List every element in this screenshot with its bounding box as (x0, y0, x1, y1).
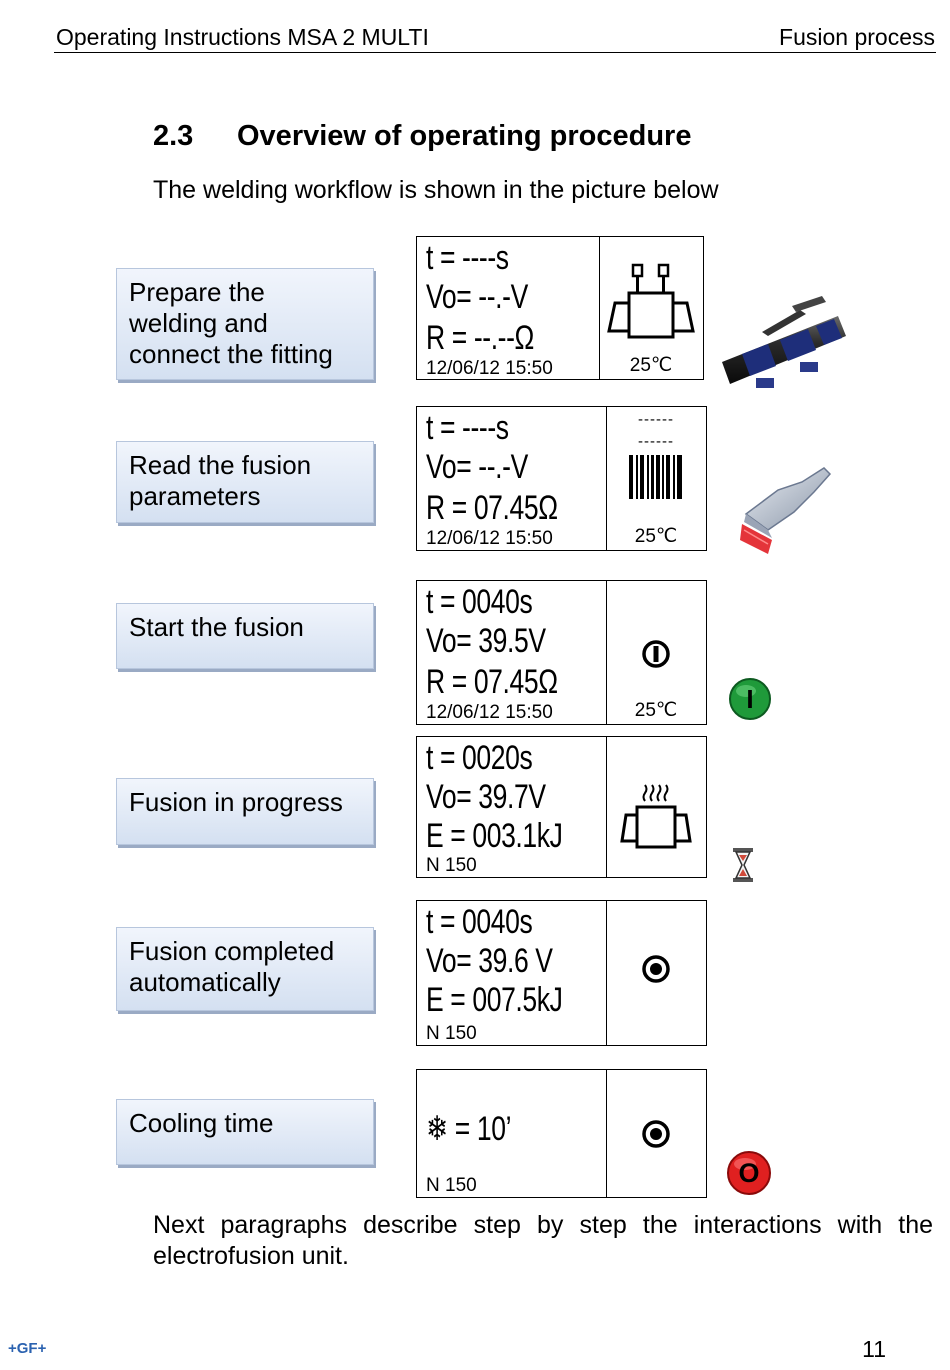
lcd-counter: N 150 (426, 1023, 477, 1044)
lcd-resistance: R = 07.45Ω (426, 663, 558, 701)
lcd-voltage: Vo= 39.5V (426, 622, 546, 660)
heating-fitting-icon (606, 781, 706, 851)
completed-symbol-icon (606, 1119, 706, 1149)
lcd-screen-cooling (416, 1069, 707, 1198)
lcd-temperature: 25℃ (629, 355, 673, 376)
completed-symbol-icon (606, 954, 706, 984)
header-section: Fusion process (779, 24, 935, 50)
pipe-fitting-illustration-icon (722, 292, 846, 394)
lcd-voltage: Vo= 39.6 V (426, 942, 553, 980)
step-fusion-completed (116, 927, 374, 1011)
barcode-placeholder: ------ (638, 433, 674, 450)
lcd-voltage: Vo= 39.7V (426, 778, 546, 816)
step-text-line: Prepare the (129, 277, 265, 307)
lcd-time: t = 0040s (426, 903, 533, 941)
start-button-icon (728, 677, 772, 721)
step-text-line: parameters (129, 481, 261, 511)
stop-button-icon (726, 1150, 772, 1196)
step-text-line: connect the fitting (129, 339, 333, 369)
barcode-icon (606, 455, 706, 499)
step-prepare (116, 268, 374, 380)
step-text-line: Start the fusion (129, 612, 304, 642)
gf-logo: +GF+ (8, 1340, 47, 1357)
lcd-screen-fusion-progress (416, 736, 707, 878)
lcd-datetime: 12/06/12 15:50 (426, 702, 553, 723)
step-text-line: welding and (129, 308, 268, 338)
section-title: Overview of operating procedure (237, 120, 692, 152)
lcd-counter: N 150 (426, 855, 477, 876)
section-number: 2.3 (153, 120, 194, 152)
lcd-screen-start-fusion (416, 580, 707, 725)
barcode-scanner-icon (738, 464, 832, 556)
lcd-energy: E = 003.1kJ (426, 817, 563, 855)
lcd-time: t = 0020s (426, 739, 533, 777)
lcd-voltage: Vo= --.-V (426, 278, 528, 316)
lcd-datetime: 12/06/12 15:50 (426, 528, 553, 549)
hourglass-icon (731, 847, 755, 883)
step-text-line: Read the fusion (129, 450, 312, 480)
step-fusion-progress (116, 778, 374, 845)
lcd-screen-fusion-completed (416, 900, 707, 1046)
header-rule (54, 52, 936, 53)
outro-paragraph (153, 1210, 933, 1272)
lcd-counter: N 150 (426, 1175, 477, 1196)
step-text-line: Cooling time (129, 1108, 274, 1138)
step-text-line: Fusion completed (129, 936, 335, 966)
step-cooling-time (116, 1099, 374, 1165)
barcode-placeholder: ------ (638, 411, 674, 428)
lcd-screen-read-parameters (416, 406, 707, 551)
section-intro: The welding workflow is shown in the picture below (153, 176, 719, 204)
lcd-temperature: 25℃ (634, 526, 678, 547)
lcd-voltage: Vo= --.-V (426, 448, 528, 486)
lcd-cooling-time: ❄ = 10’ (426, 1110, 512, 1148)
outro-line: Next paragraphs describe step by step the interactions with the (153, 1211, 933, 1239)
lcd-time: t = ----s (426, 409, 509, 447)
step-start-fusion (116, 603, 374, 669)
fitting-connected-icon (599, 259, 703, 341)
lcd-resistance: R = 07.45Ω (426, 489, 558, 527)
header-title: Operating Instructions MSA 2 MULTI (56, 24, 429, 50)
lcd-screen-prepare (416, 236, 704, 380)
lcd-temperature: 25℃ (634, 700, 678, 721)
page-number: 11 (862, 1336, 886, 1362)
lcd-resistance: R = --.--Ω (426, 319, 535, 357)
step-text-line: automatically (129, 967, 281, 997)
lcd-datetime: 12/06/12 15:50 (426, 358, 553, 379)
lcd-time: t = ----s (426, 239, 509, 277)
outro-line: electrofusion unit. (153, 1242, 349, 1270)
lcd-energy: E = 007.5kJ (426, 981, 563, 1019)
lcd-time: t = 0040s (426, 583, 533, 621)
stop-button-label: O (738, 1158, 760, 1188)
step-text-line: Fusion in progress (129, 787, 343, 817)
step-read-parameters (116, 441, 374, 523)
start-button-label: I (746, 684, 754, 714)
start-symbol-icon (606, 639, 706, 669)
